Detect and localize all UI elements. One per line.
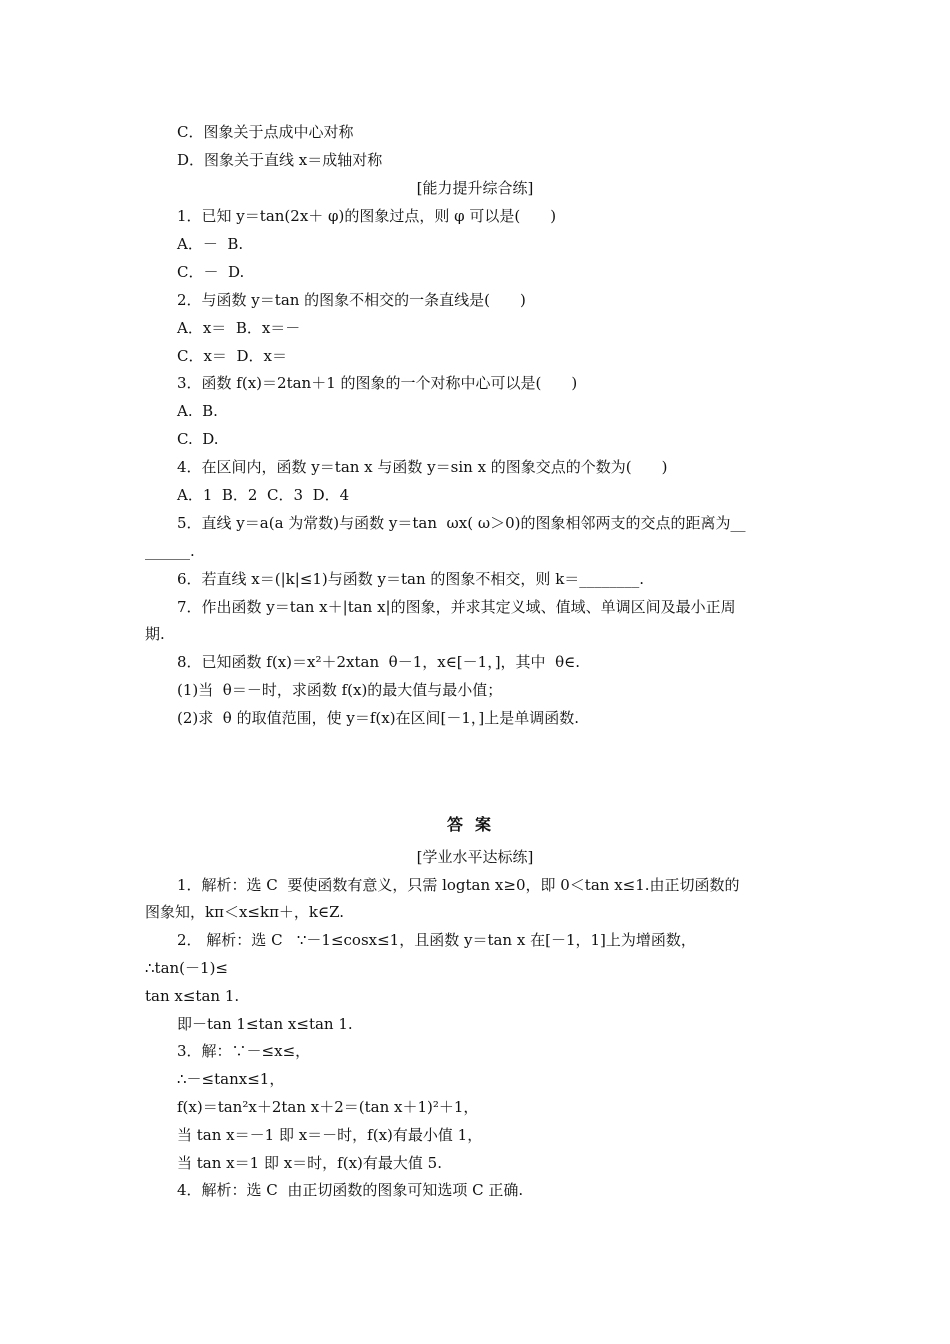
question-line: (1)当 θ＝－时，求函数 f(x)的最大值与最小值； (177, 681, 503, 699)
answer-line: 当 tan x＝1 即 x＝时，f(x)有最大值 5. (177, 1154, 442, 1172)
answer-line: 即－tan 1≤tan x≤tan 1. (177, 1015, 353, 1033)
option-line: C．－ D. (177, 263, 245, 281)
answer-line: ∴－≤tanx≤1， (177, 1070, 285, 1088)
option-line: A．x＝ B．x＝－ (177, 319, 301, 337)
question-line: 7．作出函数 y＝tan x＋|tan x|的图象，并求其定义域、值域、单调区间及最小正周 (177, 598, 736, 616)
answer-line: 4．解析：选 C 由正切函数的图象可知选项 C 正确. (177, 1181, 524, 1199)
question-line: 期. (145, 625, 165, 643)
answer-line: 2． 解析：选 C ∵－1≤cosx≤1，且函数 y＝tan x 在[－1，1]上为增函数， (177, 931, 696, 949)
answer-line: 图象知，kπ＜x≤kπ＋，k∈Z. (145, 903, 345, 921)
option-line: C．x＝ D．x＝ (177, 347, 287, 365)
question-line: 1．已知 y＝tan(2x＋ φ)的图象过点，则 φ 可以是( ) (177, 207, 557, 225)
answer-line: ∴tan(－1)≤ (145, 959, 228, 977)
answer-line: 3．解：∵－≤x≤， (177, 1042, 311, 1060)
answer-title: 答案 (446, 815, 503, 834)
question-line: 2．与函数 y＝tan 的图象不相交的一条直线是( ) (177, 291, 526, 309)
answer-line: tan x≤tan 1. (145, 987, 240, 1005)
option-line: A. B. (177, 402, 218, 420)
option-line: C. D. (177, 430, 219, 448)
answer-line: 1．解析：选 C 要使函数有意义，只需 logtan x≥0，即 0＜tan x≤1.由正切函数的 (177, 876, 740, 894)
question-line: (2)求 θ 的取值范围，使 y＝f(x)在区间[－1，]上是单调函数. (177, 709, 580, 727)
question-line: 3．函数 f(x)＝2tan＋1 的图象的一个对称中心可以是( ) (177, 374, 578, 392)
question-line: 6．若直线 x＝(|k|≤1)与函数 y＝tan 的图象不相交，则 k＝________. (177, 570, 645, 588)
option-line: A．－ B. (177, 235, 244, 253)
answer-line: f(x)＝tan²x＋2tan x＋2＝(tan x＋1)²＋1， (177, 1098, 479, 1116)
question-line: 4．在区间内，函数 y＝tan x 与函数 y＝sin x 的图象交点的个数为( ) (177, 458, 668, 476)
option-line: A．1 B．2 C．3 D．4 (177, 486, 350, 504)
question-line: 8．已知函数 f(x)＝x²＋2xtan θ－1，x∈[－1，]，其中 θ∈. (177, 653, 580, 671)
option-line: D．图象关于直线 x＝成轴对称 (177, 151, 383, 169)
section-heading: [能力提升综合练] (416, 179, 534, 197)
answer-line: 当 tan x＝－1 即 x＝－时，f(x)有最小值 1， (177, 1126, 483, 1144)
section-heading: [学业水平达标练] (416, 848, 534, 866)
option-line: C．图象关于点成中心对称 (177, 123, 354, 141)
question-line: 5．直线 y＝a(a 为常数)与函数 y＝tan ωx( ω＞0)的图象相邻两支的交点的距离为__ (177, 514, 746, 532)
question-line: ______. (145, 542, 195, 560)
